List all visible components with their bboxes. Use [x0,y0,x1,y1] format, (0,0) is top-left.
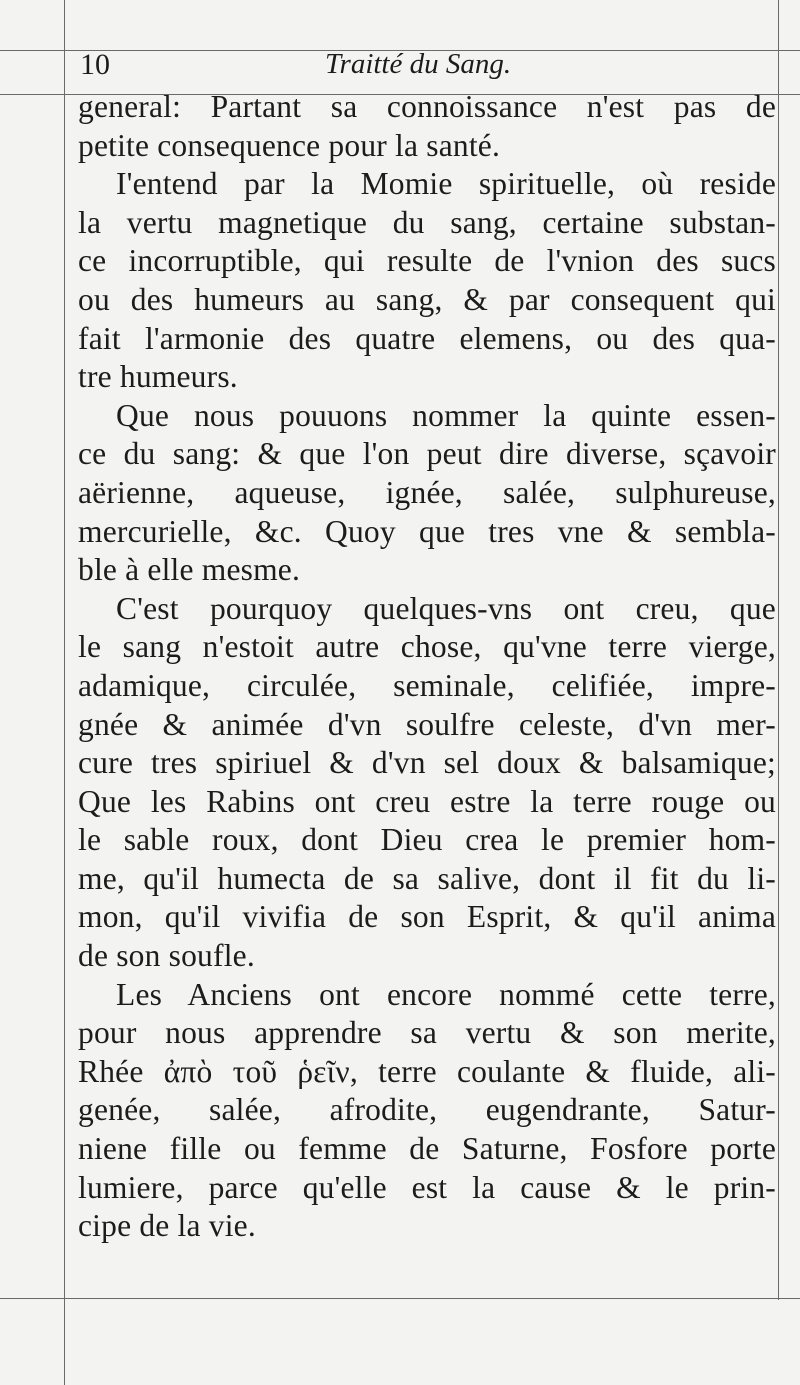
paragraph [78,397,776,590]
text-line: ou des humeurs au sang, & par consequent qui [78,281,776,317]
text-line: mercurielle, &c. Quoy que tres vne & sembla- [78,513,776,549]
text-line: pour nous apprendre sa vertu & son merite, [78,1015,776,1051]
text-line: I'entend par la Momie spirituelle, où reside [116,166,776,202]
text-line: ce du sang: & que l'on peut dire diverse, sçavoir [78,436,776,472]
paragraph [78,590,776,976]
text-line: de son soufle. [78,938,255,974]
text-line: cipe de la vie. [78,1208,256,1244]
text-line: Que nous pouuons nommer la quinte essen- [116,397,776,433]
text-line: Rhée ἀπὸ τοῦ ῥεῖν, terre coulante & fluide, ali- [78,1053,776,1089]
text-line: mon, qu'il vivifia de son Esprit, & qu'il anima [78,899,776,935]
text-line: Les Anciens ont encore nommé cette terre, [116,976,776,1012]
text-line: petite consequence pour la santé. [78,127,501,163]
text-line: me, qu'il humecta de sa salive, dont il fit du li- [78,860,776,896]
text-line: ce incorruptible, qui resulte de l'vnion des sucs [78,243,776,279]
page-number: 10 [80,48,110,81]
paragraph [78,88,776,165]
page-header [80,44,770,92]
paragraph [78,976,776,1246]
text-line: cure tres spiriuel & d'vn sel doux & balsamique; [78,745,776,781]
running-title: Traitté du Sang. [325,48,512,80]
bottom-frame-rule [0,1298,800,1299]
text-line: aërienne, aqueuse, ignée, salée, sulphureuse, [78,474,776,510]
text-line: la vertu magnetique du sang, certaine substan- [78,204,776,240]
text-line: fait l'armonie des quatre elemens, ou des qua- [78,320,776,356]
text-line: C'est pourquoy quelques-vns ont creu, que [116,590,776,626]
left-margin-rule [64,0,65,1385]
text-line: le sable roux, dont Dieu crea le premier hom- [78,822,776,858]
text-line: Que les Rabins ont creu estre la terre rouge ou [78,783,776,819]
text-line: lumiere, parce qu'elle est la cause & le prin- [78,1169,776,1205]
text-line: ble à elle mesme. [78,552,301,588]
text-line: genée, salée, afrodite, eugendrante, Satur- [78,1092,776,1128]
text-line: le sang n'estoit autre chose, qu'vne terre vierge, [78,629,776,665]
paragraph [78,165,776,397]
body-text [78,88,776,1246]
right-margin-rule [778,0,779,1300]
text-line: general: Partant sa connoissance n'est pas de [78,89,776,124]
text-line: tre humeurs. [78,359,238,395]
text-line: gnée & animée d'vn soulfre celeste, d'vn mer- [78,706,776,742]
text-line: adamique, circulée, seminale, celifiée, impre- [78,667,776,703]
text-line: niene fille ou femme de Saturne, Fosfore porte [78,1131,776,1167]
